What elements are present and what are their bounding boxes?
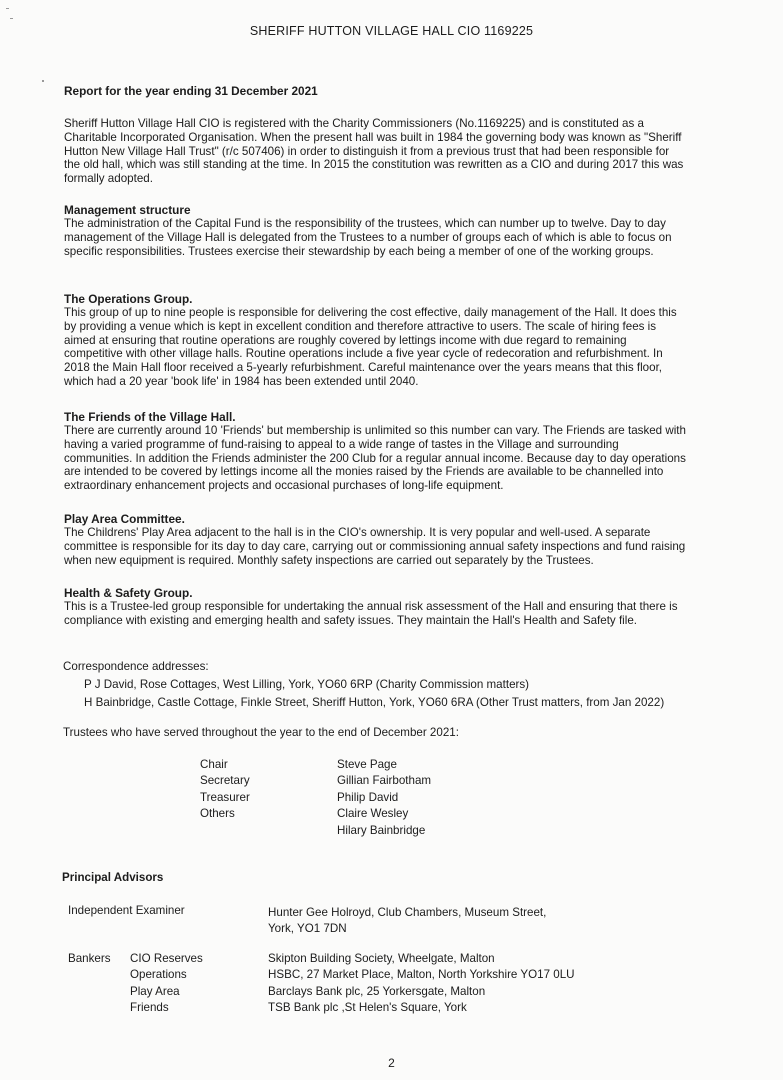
section-body: The administration of the Capital Fund is the responsibility of the trustees, which can number up to twelve. Day to day management of the Village Hall is delegated from the Trustees to a number of groups each of which is able to focus on specific responsibilities. Trustees exercise their stewardship by each being a member of one of the working groups. bbox=[64, 217, 672, 258]
section-heading: The Friends of the Village Hall. bbox=[64, 410, 236, 424]
section-management bbox=[64, 203, 686, 258]
section-heading: Management structure bbox=[64, 203, 191, 217]
page-number: 2 bbox=[388, 1056, 395, 1070]
bank-account: Friends bbox=[130, 1001, 169, 1015]
bankers-label: Bankers bbox=[68, 952, 111, 965]
section-body: This group of up to nine people is responsible for delivering the cost effective, daily management of the Hall. It does this by providing a venue which is kept in excellent condition and therefore attractive to users. The scale of hiring fees is aimed at ensuring that routine operations are roughly covered by lettings income with due regard to remaining competitive with other village halls. Routine operations include a five year cycle of redecoration and refurbishment. In 2018 the Main Hall floor received a 5-yearly refurbishment. Careful maintenance over the years means that this floor, which had a 20 year 'book life' in 1984 has been extended until 2040. bbox=[64, 306, 677, 388]
section-heading: Health & Safety Group. bbox=[64, 586, 193, 600]
trustee-role: Chair bbox=[200, 758, 228, 771]
trustee-roles bbox=[200, 757, 250, 823]
scan-speck bbox=[10, 18, 13, 19]
advisors-heading: Principal Advisors bbox=[62, 871, 164, 884]
trustees-intro: Trustees who have served throughout the year to the end of December 2021: bbox=[63, 726, 459, 739]
trustee-role: Secretary bbox=[200, 774, 250, 788]
examiner-line: York, YO1 7DN bbox=[268, 922, 347, 936]
section-heading: Play Area Committee. bbox=[64, 512, 185, 526]
section-body: This is a Trustee-led group responsible for undertaking the annual risk assessment of the Hall and ensuring that there is compliance with existing and emerging health and safety issues. They maintain the Hall's Health and Safety file. bbox=[64, 600, 678, 627]
correspondence-line: H Bainbridge, Castle Cottage, Finkle Street, Sheriff Hutton, York, YO60 6RA (Other Trust matters, from Jan 2022) bbox=[84, 696, 665, 709]
document-header: SHERIFF HUTTON VILLAGE HALL CIO 1169225 bbox=[249, 24, 534, 38]
trustee-name: Hilary Bainbridge bbox=[337, 823, 426, 837]
bank-detail: HSBC, 27 Market Place, Malton, North Yorkshire YO17 0LU bbox=[268, 968, 575, 982]
section-body: The Childrens' Play Area adjacent to the hall is in the CIO's ownership. It is very popular and well-used. A separate committee is responsible for its day to day care, carrying out or commissioning annual safety inspections and fund raising when new equipment is required. Monthly safety inspections are carried out separately by the Trustees. bbox=[64, 526, 686, 567]
intro-block bbox=[64, 117, 686, 186]
examiner-label: Independent Examiner bbox=[68, 904, 185, 917]
bank-account: Play Area bbox=[130, 984, 180, 998]
report-title-block bbox=[64, 84, 686, 98]
section-play-area bbox=[64, 512, 686, 567]
section-health-safety bbox=[64, 586, 686, 628]
trustee-name: Claire Wesley bbox=[337, 807, 409, 821]
bank-detail: Barclays Bank plc, 25 Yorkersgate, Malton bbox=[268, 984, 486, 998]
bank-accounts bbox=[130, 951, 203, 1017]
scan-speck bbox=[6, 8, 9, 9]
examiner-line: Hunter Gee Holroyd, Club Chambers, Museum Street, bbox=[268, 906, 547, 919]
report-title: Report for the year ending 31 December 2021 bbox=[64, 84, 318, 98]
bank-details bbox=[268, 951, 575, 1017]
bank-account: Operations bbox=[130, 968, 187, 982]
scan-speck bbox=[42, 80, 44, 82]
correspondence-label: Correspondence addresses: bbox=[63, 660, 209, 673]
examiner-details bbox=[268, 905, 546, 938]
trustee-name: Gillian Fairbotham bbox=[337, 774, 432, 788]
bank-detail: TSB Bank plc ,St Helen's Square, York bbox=[268, 1001, 467, 1015]
trustee-role: Others bbox=[200, 807, 235, 821]
section-friends bbox=[64, 410, 686, 493]
section-heading: The Operations Group. bbox=[64, 292, 193, 306]
correspondence-line: P J David, Rose Cottages, West Lilling, York, YO60 6RP (Charity Commission matters) bbox=[84, 678, 530, 691]
bank-detail: Skipton Building Society, Wheelgate, Malton bbox=[268, 952, 495, 965]
trustee-name: Steve Page bbox=[337, 758, 397, 771]
trustee-name: Philip David bbox=[337, 790, 399, 804]
section-operations bbox=[64, 292, 686, 389]
section-body: There are currently around 10 'Friends' but membership is unlimited so this number can vary. The Friends are tasked with having a varied programme of fund-raising to appeal to a wide range of tastes in the Village and surrounding communities. In addition the Friends administer the 200 Club for a regular annual income. Because day to day operations are intended to be covered by lettings income all the monies raised by the Friends are available to be channelled into extraordinary enhancement projects and occasional purchases of long-life equipment. bbox=[64, 424, 686, 493]
trustee-names bbox=[337, 757, 431, 839]
intro-paragraph: Sheriff Hutton Village Hall CIO is registered with the Charity Commissioners (No.1169225) and is constituted as a Charitable Incorporated Organisation. When the present hall was built in 1984 the governing body was known as "Sheriff Hutton New Village Hall Trust" (r/c 507406) in order to distinguish it from a previous trust that had been responsible for the old hall, which was still standing at the time. In 2015 the constitution was rewritten as a CIO and during 2017 this was formally adopted. bbox=[64, 117, 684, 186]
bank-account: CIO Reserves bbox=[130, 952, 203, 965]
trustee-role: Treasurer bbox=[200, 790, 250, 804]
